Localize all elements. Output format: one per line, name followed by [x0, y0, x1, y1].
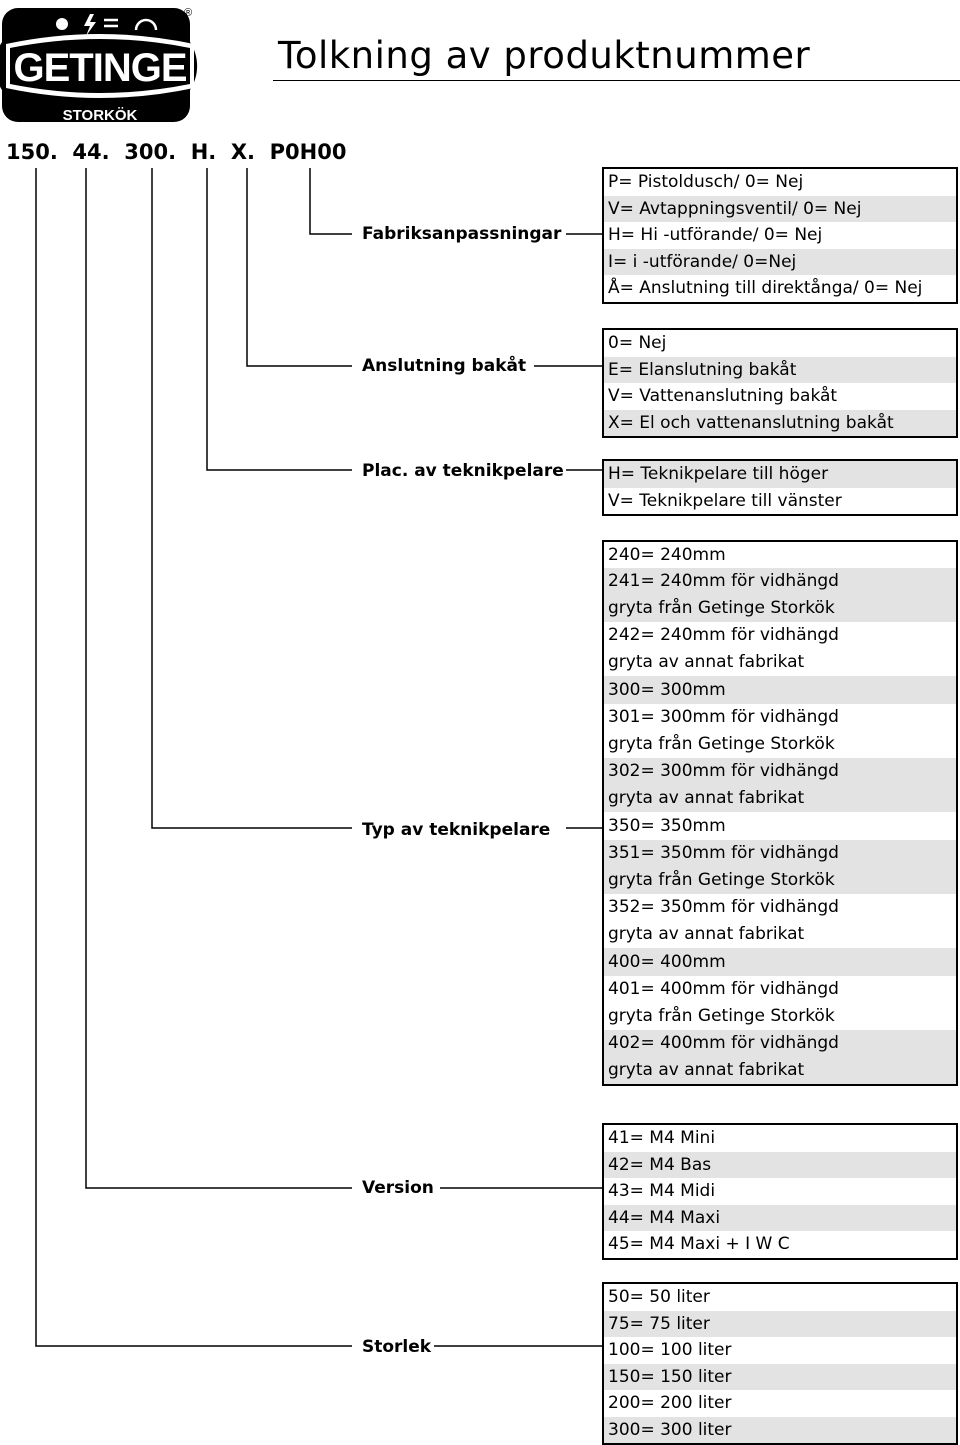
option-row: 300= 300mm: [604, 676, 956, 704]
option-row: P= Pistoldusch/ 0= Nej: [608, 172, 804, 192]
option-row: 302= 300mm för vidhängd gryta av annat fabrikat: [604, 758, 956, 812]
option-row: V= Vattenanslutning bakåt: [608, 386, 838, 406]
option-row: 300= 300 liter: [604, 1417, 956, 1444]
option-row: 44= M4 Maxi: [604, 1205, 956, 1232]
option-row: I= i -utförande/ 0=Nej: [604, 249, 956, 276]
svg-text:GETINGE: GETINGE: [13, 46, 187, 90]
option-row: 351= 350mm för vidhängd gryta från Getinge Storkök: [604, 840, 956, 894]
option-row: 400= 400mm: [604, 948, 956, 976]
option-row: 50= 50 liter: [608, 1287, 710, 1307]
product-code: 150. 44. 300. H. X. P0H00: [6, 140, 347, 164]
option-row: 402= 400mm för vidhängd gryta av annat fabrikat: [604, 1030, 956, 1084]
option-row: 242= 240mm för vidhängd gryta av annat fabrikat: [608, 625, 839, 672]
option-row: E= Elanslutning bakåt: [604, 357, 956, 384]
label-storlek: Storlek: [362, 1337, 432, 1357]
option-row: 352= 350mm för vidhängd gryta av annat fabrikat: [608, 897, 839, 944]
label-plac-teknikpelare: Plac. av teknikpelare: [362, 461, 564, 481]
svg-text:®: ®: [183, 7, 193, 19]
option-row: 42= M4 Bas: [604, 1152, 956, 1179]
svg-text:STORKÖK: STORKÖK: [62, 107, 138, 124]
page-title: Tolkning av produktnummer: [278, 34, 811, 77]
box-version: [602, 1123, 958, 1260]
label-anslutning-bakat: Anslutning bakåt: [362, 356, 527, 376]
option-row: 75= 75 liter: [604, 1311, 956, 1338]
label-version: Version: [362, 1178, 434, 1198]
option-row: 401= 400mm för vidhängd gryta från Getinge Storkök: [608, 979, 839, 1026]
option-row: 150= 150 liter: [604, 1364, 956, 1391]
option-row: 100= 100 liter: [608, 1340, 732, 1360]
option-row: 241= 240mm för vidhängd gryta från Getinge Storkök: [604, 568, 956, 622]
option-row: V= Avtappningsventil/ 0= Nej: [604, 196, 956, 223]
box-typ-teknikpelare: [602, 540, 958, 1086]
box-plac-teknikpelare: [602, 459, 958, 516]
option-row: Å= Anslutning till direktånga/ 0= Nej: [608, 278, 923, 298]
option-row: X= El och vattenanslutning bakåt: [604, 410, 956, 437]
option-row: 41= M4 Mini: [608, 1128, 716, 1148]
box-storlek: [602, 1282, 958, 1445]
option-row: V= Teknikpelare till vänster: [608, 490, 842, 511]
option-row: 45= M4 Maxi + I W C: [608, 1234, 790, 1254]
box-anslutning-bakat: [602, 328, 958, 438]
option-row: 301= 300mm för vidhängd gryta från Getinge Storkök: [608, 707, 839, 754]
option-row: 0= Nej: [608, 333, 667, 353]
option-row: 240= 240mm: [608, 545, 726, 565]
label-typ-teknikpelare: Typ av teknikpelare: [362, 820, 551, 840]
box-fabriksanpassningar: [602, 167, 958, 304]
label-fabriksanpassningar: Fabriksanpassningar: [362, 224, 562, 244]
option-row: H= Teknikpelare till höger: [604, 461, 956, 488]
option-row: 350= 350mm: [608, 816, 726, 836]
option-row: H= Hi -utförande/ 0= Nej: [608, 225, 823, 245]
option-row: 43= M4 Midi: [608, 1181, 716, 1201]
option-row: 200= 200 liter: [608, 1393, 732, 1413]
